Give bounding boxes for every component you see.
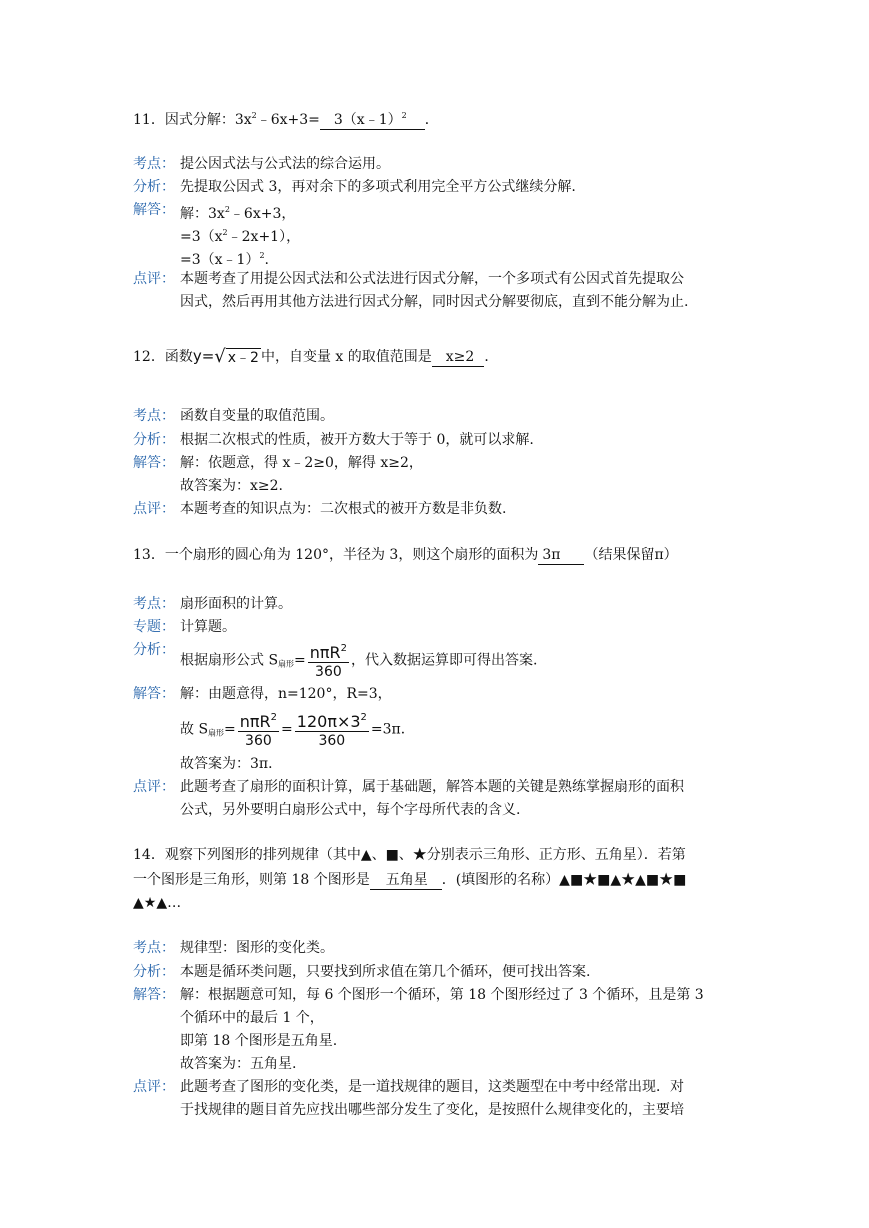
q11-dianping-label: 点评： [133,271,175,287]
q13-jieda-fraction-2 [295,709,369,750]
q14-jieda-line-2: 个循环中的最后 1 个， [180,1010,324,1026]
q13-kaodian: 扇形面积的计算。 [180,596,292,612]
q14-answer-blank: 五角星 [370,871,442,890]
numerator-text: 120π×3 [296,712,361,731]
q11-jieda-line-1 [180,200,295,224]
q12-stem-text: 12．函数 [133,349,193,365]
q11-jieda-2b: ﹣2x+1）， [227,229,301,245]
q14-stem-line-2 [133,870,686,890]
q13-fenxi-equals: = [294,652,306,669]
q13-jieda-line-2 [180,709,415,754]
q12-stem [133,344,498,369]
numerator-text: nπR [239,712,271,731]
q13-jieda-label: 解答： [133,686,175,702]
numerator-exponent: 2 [360,712,367,723]
fraction-denominator: 360 [245,733,272,749]
q12-kaodian: 函数自变量的取值范围。 [180,408,334,424]
q12-jieda-line-2: 故答案为：x≥2. [180,478,283,494]
q13-fenxi-subscript: 扇形 [278,659,295,669]
q11-jieda-2a: =3（x [180,229,223,245]
q13-jieda-equals: = [224,721,236,738]
q13-zhuanti: 计算题。 [180,619,236,635]
q13-stem-text-2: （结果保留π） [584,547,678,563]
q11-jieda-3-exponent: 2 [259,251,265,260]
q13-formula-fraction [308,640,349,681]
q11-jieda-label: 解答： [133,202,175,218]
q13-fenxi-text-2: ，代入数据运算即可得出答案. [351,652,538,669]
q14-stem-text: 一个图形是三角形，则第 18 个图形是 [133,872,370,888]
q11-jieda-2-exponent: 2 [222,228,228,237]
q11-kaodian: 提公因式法与公式法的综合运用。 [180,156,390,172]
q13-dianping-line-2: 公式，另外要明白扇形公式中，每个字母所代表的含义. [180,802,521,818]
q13-stem-text: 13．一个扇形的圆心角为 120°，半径为 3，则这个扇形的面积为 [133,547,539,563]
q12-jieda-line-1: 解：依题意，得 x﹣2≥0，解得 x≥2， [180,455,423,471]
q11-jieda-1-exponent: 2 [224,205,230,214]
q14-jieda-line-1: 解：根据题意可知，每 6 个图形一个循环，第 18 个图形经过了 3 个循环，且是第 3 [180,987,704,1003]
q11-jieda-1a: 解：3x [180,206,225,222]
q13-jieda-2a: 故 S [180,721,209,738]
q13-jieda-line-3: 故答案为：3π． [180,756,283,772]
q12-jieda-label: 解答： [133,455,175,471]
q14-dianping-line-2: 于找规律的题目首先应找出哪些部分发生了变化，是按照什么规律变化的，主要培 [180,1102,684,1118]
q12-answer-blank: x≥2 [432,348,485,367]
q11-dianping-line-1: 本题考查了用提公因式法和公式法进行因式分解，一个多项式有公因式首先提取公 [180,271,684,287]
q13-kaodian-label: 考点： [133,596,175,612]
q14-fenxi-label: 分析： [133,964,175,980]
q12-stem-end: ． [484,349,499,365]
q11-stem-text-2: ﹣6x+3= [256,112,320,128]
numerator-exponent: 2 [270,712,278,723]
fraction-numerator [238,709,279,732]
q11-jieda-3a: =3（x﹣1） [180,252,260,268]
q14-kaodian-label: 考点： [133,940,175,956]
q11-jieda-1b: ﹣6x+3， [229,206,296,222]
q11-answer: 3（x﹣1） [333,112,402,128]
q13-dianping-label: 点评： [133,779,175,795]
q13-fenxi-label: 分析： [133,642,175,658]
q13-fenxi [180,640,538,685]
q12-stem-text-2: 中，自变量 x 的取值范围是 [260,349,432,365]
q11-stem-text: 11．因式分解：3x [133,112,252,128]
q11-dianping-line-2: 因式，然后再用其他方法进行因式分解，同时因式分解要彻底，直到不能分解为止. [180,294,689,310]
q14-stem-line-3: ▲★▲… [133,895,182,911]
q13-fenxi-text: 根据扇形公式 S [180,652,279,669]
q13-dianping-line-1: 此题考查了扇形的面积计算，属于基础题，解答本题的关键是熟练掌握扇形的面积 [180,779,684,795]
radical-sign-icon: √ [214,346,226,367]
q12-radicand: x﹣2 [227,350,259,366]
q13-zhuanti-label: 专题： [133,619,175,635]
q13-jieda-line-1: 解：由题意得，n=120°，R=3， [180,686,392,702]
numerator-exponent: 2 [340,643,348,654]
q12-dianping-label: 点评： [133,501,175,517]
q14-kaodian: 规律型：图形的变化类。 [180,940,334,956]
q11-jieda-line-3 [180,246,269,270]
numerator-text: nπR [309,643,341,662]
q14-stem-text-2: ．(填图形的名称）▲■★■▲★▲■★■ [441,872,687,888]
fraction-denominator: 360 [315,664,342,680]
fraction-denominator: 360 [318,733,346,749]
q12-kaodian-label: 考点： [133,408,175,424]
q14-jieda-label: 解答： [133,987,175,1003]
q14-fenxi: 本题是循环类问题，只要找到所求值在第几个循环，便可找出答案. [180,964,591,980]
q12-function-y: y= [192,347,215,365]
fraction-numerator [295,709,369,732]
q14-jieda-line-4: 故答案为：五角星. [180,1056,297,1072]
q12-sqrt [214,347,261,367]
q11-fenxi-label: 分析： [133,179,175,195]
q13-jieda-2b: =3π． [370,721,415,738]
q11-answer-blank [320,107,425,130]
q12-fenxi: 根据二次根式的性质，被开方数大于等于 0，就可以求解. [180,432,534,448]
q13-stem [133,545,678,565]
q11-stem [133,106,439,130]
q13-jieda-equals-2: = [281,721,293,738]
q11-answer-exponent: 2 [401,111,407,120]
q11-jieda-3b: . [264,252,269,268]
q11-stem-end: ． [424,112,439,128]
q14-jieda-line-3: 即第 18 个图形是五角星. [180,1033,338,1049]
q11-jieda-line-2 [180,223,300,247]
q11-exponent: 2 [251,111,257,120]
q12-fenxi-label: 分析： [133,432,175,448]
q14-dianping-line-1: 此题考查了图形的变化类，是一道找规律的题目，这类题型在中考中经常出现．对 [180,1079,684,1095]
q13-answer-blank: 3π [538,546,584,565]
q14-dianping-label: 点评： [133,1079,175,1095]
q14-stem-line-1: 14．观察下列图形的排列规律（其中▲、■、★分别表示三角形、正方形、五角星）．若第 [133,847,686,863]
q13-jieda-fraction-1 [238,709,279,750]
q13-jieda-subscript: 扇形 [208,728,225,738]
q11-kaodian-label: 考点： [133,156,175,172]
q11-fenxi: 先提取公因式 3，再对余下的多项式利用完全平方公式继续分解. [180,179,576,195]
q12-dianping: 本题考查的知识点为：二次根式的被开方数是非负数. [180,501,507,517]
fraction-numerator [308,640,349,663]
